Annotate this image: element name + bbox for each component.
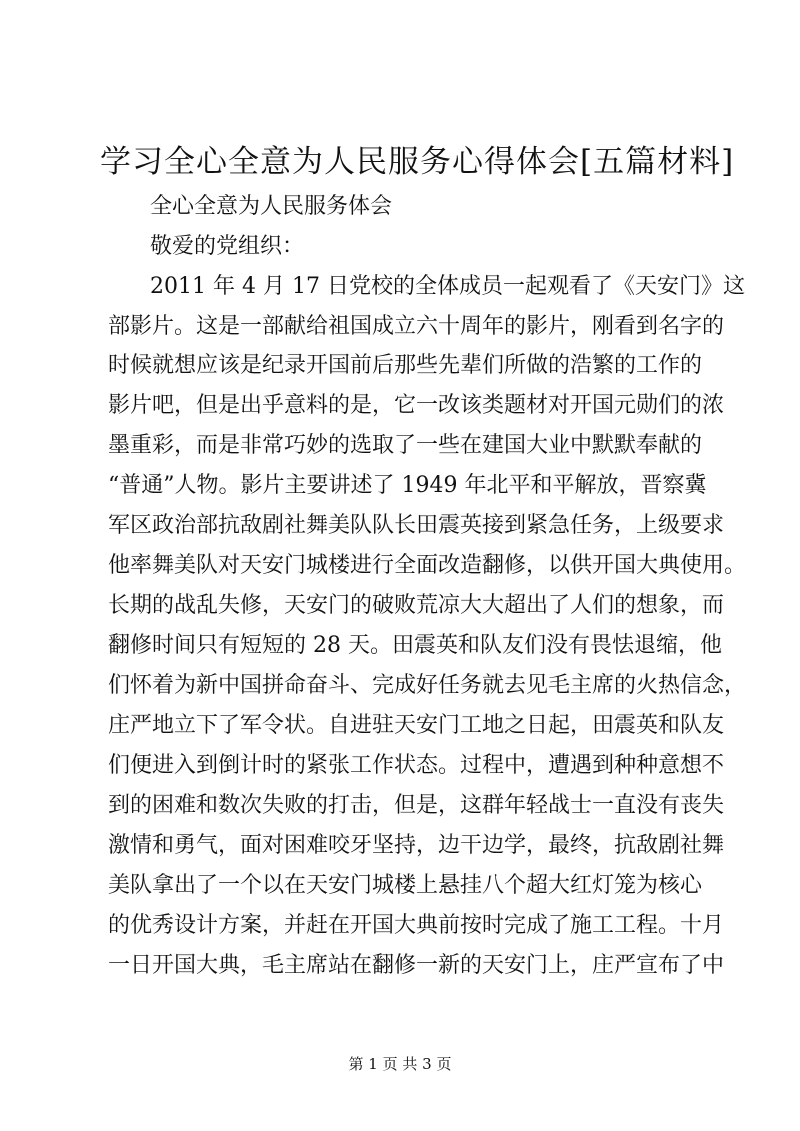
body-line: 庄严地立下了军令状。自进驻天安门工地之日起，田震英和队友 xyxy=(108,713,725,738)
body-line: 他率舞美队对天安门城楼进行全面改造翻修，以供开国大典使用。 xyxy=(108,553,747,578)
page-number-footer: 第 1 页 共 3 页 xyxy=(348,1055,452,1073)
document-subtitle: 全心全意为人民服务体会 xyxy=(150,194,393,219)
body-line: 墨重彩，而是非常巧妙的选取了一些在建国大业中默默奉献的 xyxy=(108,433,703,458)
body-line: 们怀着为新中国拼命奋斗、完成好任务就去见毛主席的火热信念， xyxy=(108,673,747,698)
body-line: 的优秀设计方案，并赶在开国大典前按时完成了施工工程。十月 xyxy=(108,913,725,938)
body-line: “普通”人物。影片主要讲述了 1949 年北平和平解放，晋察冀 xyxy=(108,473,707,498)
body-line: 长期的战乱失修，天安门的破败荒凉大大超出了人们的想象，而 xyxy=(108,593,725,618)
document-title: 学习全心全意为人民服务心得体会[五篇材料] xyxy=(100,144,735,180)
salutation: 敬爱的党组织： xyxy=(150,234,305,259)
body-line: 美队拿出了一个以在天安门城楼上悬挂八个超大红灯笼为核心 xyxy=(108,873,703,898)
body-line: 们便进入到倒计时的紧张工作状态。过程中，遭遇到种种意想不 xyxy=(108,753,725,778)
body-line: 到的困难和数次失败的打击，但是，这群年轻战士一直没有丧失 xyxy=(108,793,725,818)
body-line: 部影片。这是一部献给祖国成立六十周年的影片，刚看到名字的 xyxy=(108,314,725,339)
body-line: 影片吧，但是出乎意料的是，它一改该类题材对开国元勋们的浓 xyxy=(108,393,725,418)
body-line: 军区政治部抗敌剧社舞美队队长田震英接到紧急任务，上级要求 xyxy=(108,513,725,538)
body-line: 时候就想应该是纪录开国前后那些先辈们所做的浩繁的工作的 xyxy=(108,353,703,378)
body-line: 激情和勇气，面对困难咬牙坚持，边干边学，最终，抗敌剧社舞 xyxy=(108,833,725,858)
body-line: 一日开国大典，毛主席站在翻修一新的天安门上，庄严宣布了中 xyxy=(108,953,725,978)
body-line: 2011 年 4 月 17 日党校的全体成员一起观看了《天安门》这 xyxy=(150,274,745,299)
body-line: 翻修时间只有短短的 28 天。田震英和队友们没有畏怯退缩，他 xyxy=(108,633,722,658)
